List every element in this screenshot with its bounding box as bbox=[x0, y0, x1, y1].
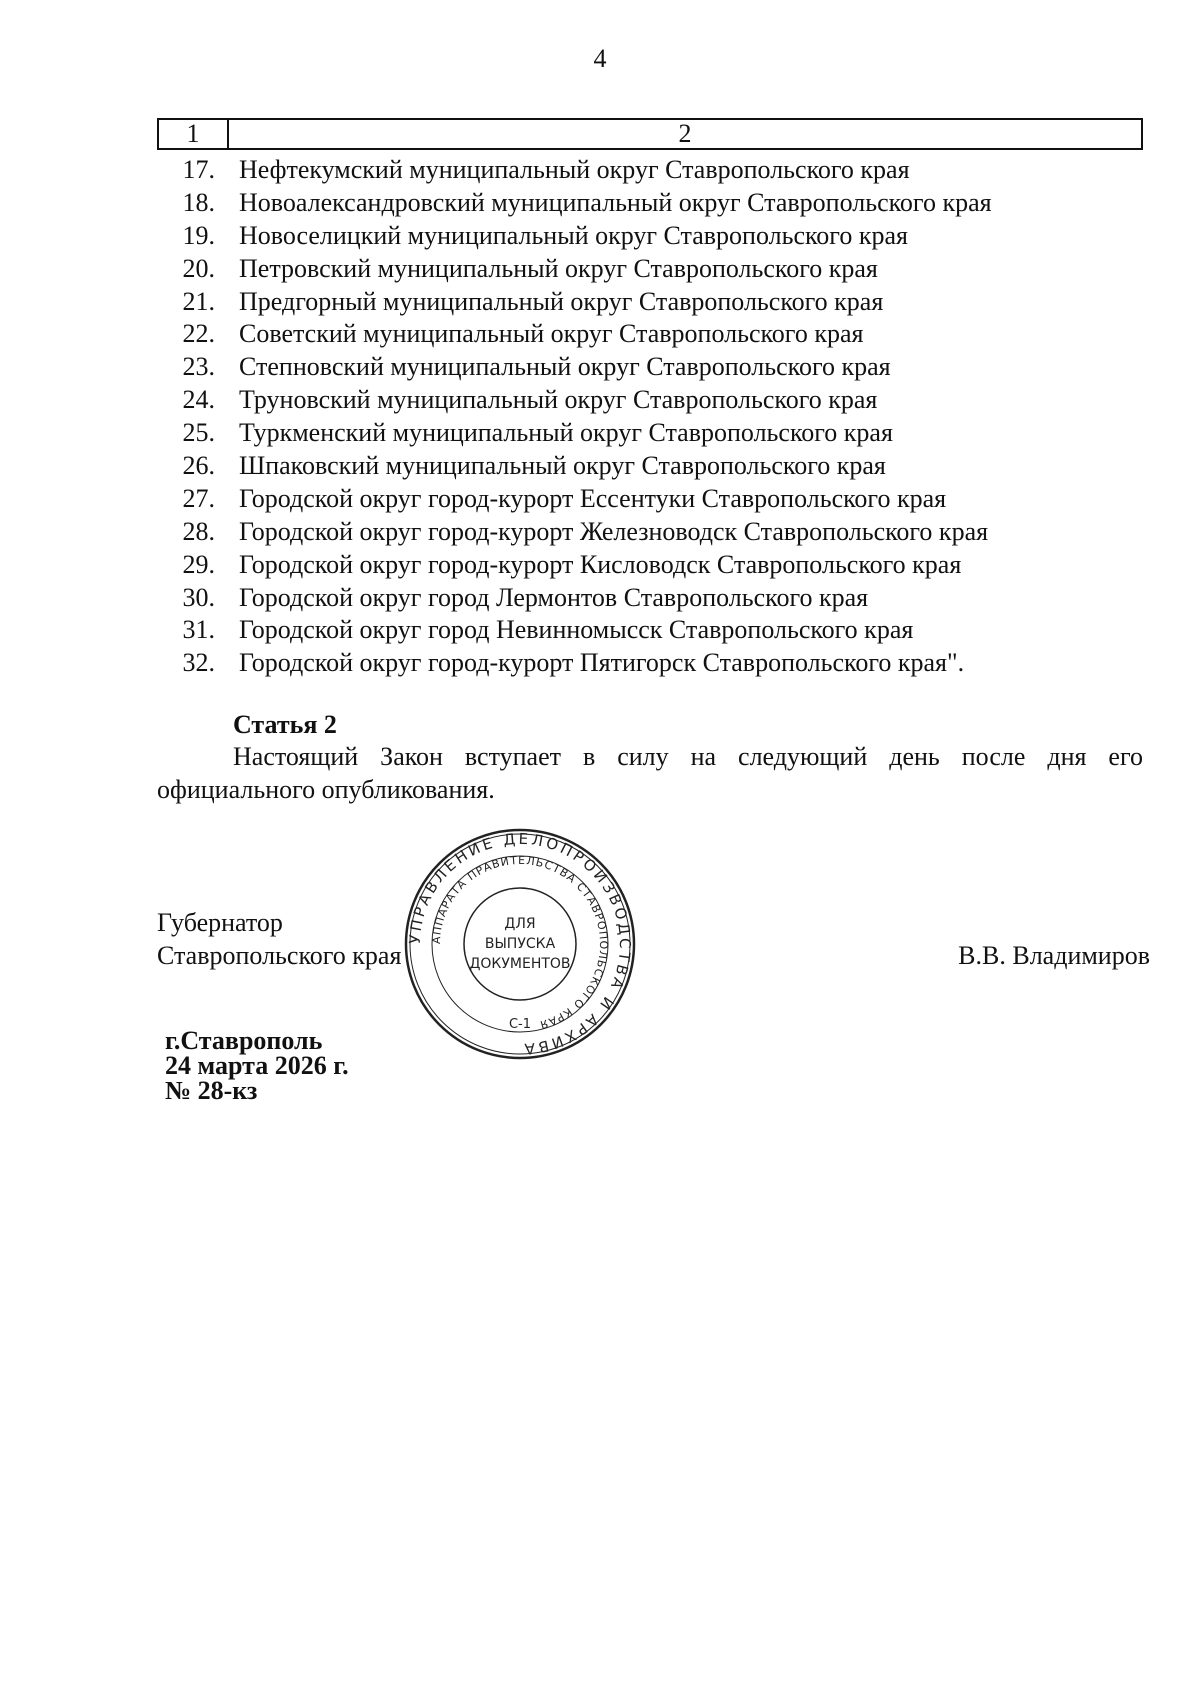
official-stamp bbox=[400, 824, 640, 1064]
article-body: Настоящий Закон вступает в силу на следующий день после дня его официального опубликования. bbox=[157, 742, 1143, 804]
signatory-name: В.В. Владимиров bbox=[958, 941, 1150, 970]
row-text: Туркменский муниципальный округ Ставропольского края bbox=[239, 418, 893, 448]
row-text: Городской округ город-курорт Пятигорск Ставропольского края". bbox=[239, 648, 965, 678]
row-number: 17. bbox=[182, 155, 215, 184]
table-row bbox=[165, 384, 1165, 417]
table-row bbox=[165, 187, 1165, 220]
row-number: 27. bbox=[182, 483, 215, 513]
table-row bbox=[165, 450, 1165, 483]
row-number: 22. bbox=[182, 319, 215, 349]
table-row bbox=[165, 351, 1165, 384]
table-row bbox=[165, 647, 1165, 680]
document-date: 24 марта 2026 г. bbox=[165, 1051, 349, 1080]
row-text: Городской округ город-курорт Ессентуки Ставропольского края bbox=[239, 483, 947, 513]
table-header-col1: 1 bbox=[159, 120, 229, 148]
row-number: 18. bbox=[182, 187, 215, 217]
row-number: 30. bbox=[182, 582, 215, 612]
row-text: Городской округ город-курорт Железноводск Ставропольского края bbox=[239, 516, 989, 546]
article-title: Статья 2 bbox=[233, 710, 337, 739]
row-text: Городской округ город Невинномысск Ставропольского края bbox=[239, 615, 914, 645]
stamp-outer-text: УПРАВЛЕНИЕ ДЕЛОПРОИЗВОДСТВА И АРХИВА bbox=[405, 829, 635, 1059]
document-number: № 28-кз bbox=[165, 1076, 258, 1105]
row-text: Предгорный муниципальный округ Ставропольского края bbox=[239, 286, 884, 316]
row-number: 24. bbox=[182, 385, 215, 415]
row-text: Шпаковский муниципальный округ Ставропольского края bbox=[239, 451, 886, 481]
row-text: Степновский муниципальный округ Ставропольского края bbox=[239, 352, 891, 382]
signatory-title bbox=[157, 906, 401, 972]
row-text: Нефтекумский муниципальный округ Ставропольского края bbox=[239, 155, 910, 184]
row-number: 32. bbox=[182, 648, 215, 678]
table-row bbox=[165, 154, 1165, 187]
row-number: 25. bbox=[182, 418, 215, 448]
district-list bbox=[165, 154, 1165, 680]
row-number: 31. bbox=[182, 615, 215, 645]
row-text: Городской округ город-курорт Кисловодск Ставропольского края bbox=[239, 549, 962, 579]
table-row bbox=[165, 516, 1165, 549]
table-row bbox=[165, 582, 1165, 615]
table-row bbox=[165, 286, 1165, 319]
signatory-title-line1: Губернатор bbox=[157, 908, 283, 937]
table-row bbox=[165, 483, 1165, 516]
row-number: 28. bbox=[182, 516, 215, 546]
stamp-inner-text: АППАРАТА ПРАВИТЕЛЬСТВА СТАВРОПОЛЬСКОГО КРАЯ bbox=[429, 853, 611, 1032]
row-number: 23. bbox=[182, 352, 215, 382]
row-text: Советский муниципальный округ Ставропольского края bbox=[239, 319, 864, 349]
row-text: Новоалександровский муниципальный округ Ставропольского края bbox=[239, 187, 992, 217]
table-row bbox=[165, 417, 1165, 450]
signatory-title-line2: Ставропольского края bbox=[157, 941, 402, 970]
table-header bbox=[157, 118, 1143, 150]
stamp-center-line3: ДОКУМЕНТОВ bbox=[469, 956, 571, 972]
row-text: Городской округ город Лермонтов Ставропольского края bbox=[239, 582, 869, 612]
row-text: Петровский муниципальный округ Ставропольского края bbox=[239, 253, 878, 283]
place-city: г.Ставрополь bbox=[165, 1026, 323, 1055]
row-text: Новоселицкий муниципальный округ Ставропольского края bbox=[239, 220, 908, 250]
row-number: 20. bbox=[182, 253, 215, 283]
page-number: 4 bbox=[593, 44, 607, 73]
table-row bbox=[165, 549, 1165, 582]
table-row bbox=[165, 318, 1165, 351]
row-number: 26. bbox=[182, 451, 215, 481]
row-number: 19. bbox=[182, 220, 215, 250]
stamp-code: С-1 bbox=[508, 1017, 532, 1032]
row-text: Труновский муниципальный округ Ставропольского края bbox=[239, 385, 878, 415]
row-number: 29. bbox=[182, 549, 215, 579]
stamp-center-line1: ДЛЯ bbox=[504, 916, 536, 932]
place-date-block bbox=[165, 1028, 349, 1103]
table-header-col2: 2 bbox=[678, 119, 692, 148]
table-row bbox=[165, 253, 1165, 286]
table-row bbox=[165, 220, 1165, 253]
stamp-center-line2: ВЫПУСКА bbox=[484, 936, 556, 952]
row-number: 21. bbox=[182, 286, 215, 316]
table-row bbox=[165, 614, 1165, 647]
